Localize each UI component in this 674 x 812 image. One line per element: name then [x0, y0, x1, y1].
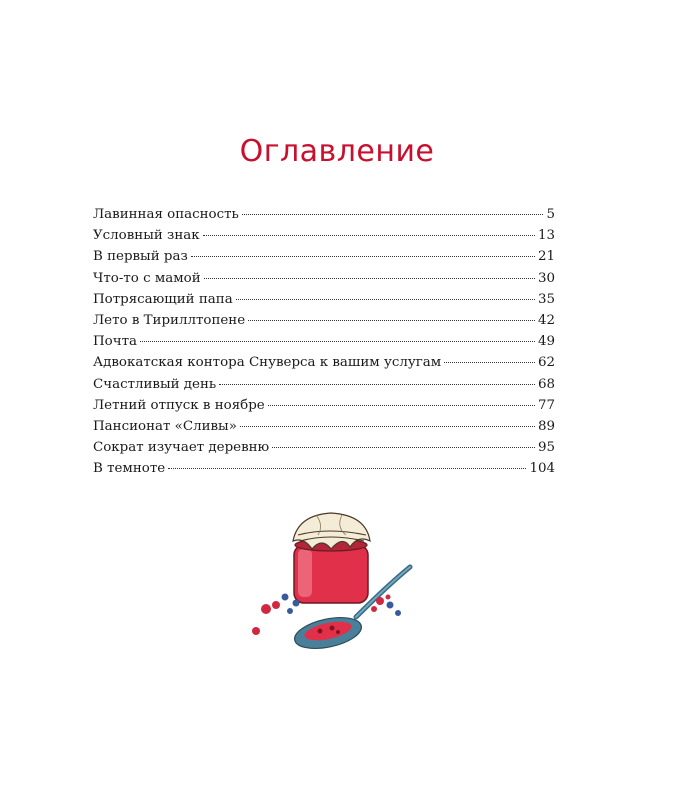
jam-jar-icon	[293, 513, 370, 603]
page-title: Оглавление	[239, 134, 435, 170]
jam-jar-and-spoon-illustration	[238, 505, 418, 655]
toc-entry-page: 89	[537, 418, 555, 434]
toc-dot-leader	[203, 235, 535, 236]
toc-dot-leader	[444, 362, 535, 363]
toc-entry-title: Летний отпуск в ноябре	[93, 397, 265, 413]
toc-entry-title: Адвокатская контора Снуверса к вашим услугам	[93, 355, 442, 371]
toc-entry-page: 13	[537, 228, 555, 244]
toc-entry	[93, 355, 555, 376]
toc-entry-title: Потрясающий папа	[93, 291, 233, 307]
toc-dot-leader	[140, 341, 535, 342]
toc-dot-leader	[219, 384, 535, 385]
toc-entry-page: 104	[529, 461, 555, 477]
toc-entry-title: В темноте	[93, 461, 166, 477]
toc-entry	[93, 292, 555, 313]
toc-entry-title: Пансионат «Сливы»	[93, 418, 237, 434]
toc-entry	[93, 440, 555, 461]
toc-entry	[93, 398, 555, 419]
toc-entry-page: 68	[537, 376, 555, 392]
toc-entry-page: 62	[537, 355, 555, 371]
table-of-contents	[93, 207, 555, 482]
toc-entry	[93, 228, 555, 249]
toc-entry-page: 95	[537, 440, 555, 456]
toc-entry-title: Сократ изучает деревню	[93, 440, 270, 456]
toc-dot-leader	[236, 299, 535, 300]
toc-entry-page: 42	[537, 312, 555, 328]
toc-entry	[93, 334, 555, 355]
toc-dot-leader	[168, 468, 526, 469]
toc-dot-leader	[242, 214, 544, 215]
toc-entry	[93, 419, 555, 440]
toc-entry-page: 21	[537, 249, 555, 265]
toc-entry-title: Счастливый день	[93, 376, 217, 392]
toc-entry	[93, 377, 555, 398]
toc-entry-title: Лавинная опасность	[93, 207, 239, 222]
toc-entry-title: В первый раз	[93, 249, 188, 265]
toc-dot-leader	[204, 278, 535, 279]
toc-entry	[93, 271, 555, 292]
toc-dot-leader	[248, 320, 535, 321]
toc-entry-title: Что-то с мамой	[93, 270, 201, 286]
toc-entry-page: 77	[537, 397, 555, 413]
toc-entry	[93, 313, 555, 334]
toc-entry-page: 30	[537, 270, 555, 286]
toc-dot-leader	[268, 405, 535, 406]
toc-entry-title: Лето в Тириллтопене	[93, 312, 246, 328]
toc-entry-page: 35	[537, 291, 555, 307]
toc-entry-title: Условный знак	[93, 228, 200, 244]
toc-entry-title: Почта	[93, 334, 137, 350]
toc-entry-page: 49	[537, 334, 555, 350]
toc-entry	[93, 207, 555, 228]
toc-entry-page: 5	[546, 207, 555, 222]
toc-dot-leader	[272, 447, 535, 448]
toc-dot-leader	[240, 426, 535, 427]
toc-dot-leader	[191, 256, 535, 257]
toc-entry	[93, 249, 555, 270]
toc-entry	[93, 461, 555, 482]
